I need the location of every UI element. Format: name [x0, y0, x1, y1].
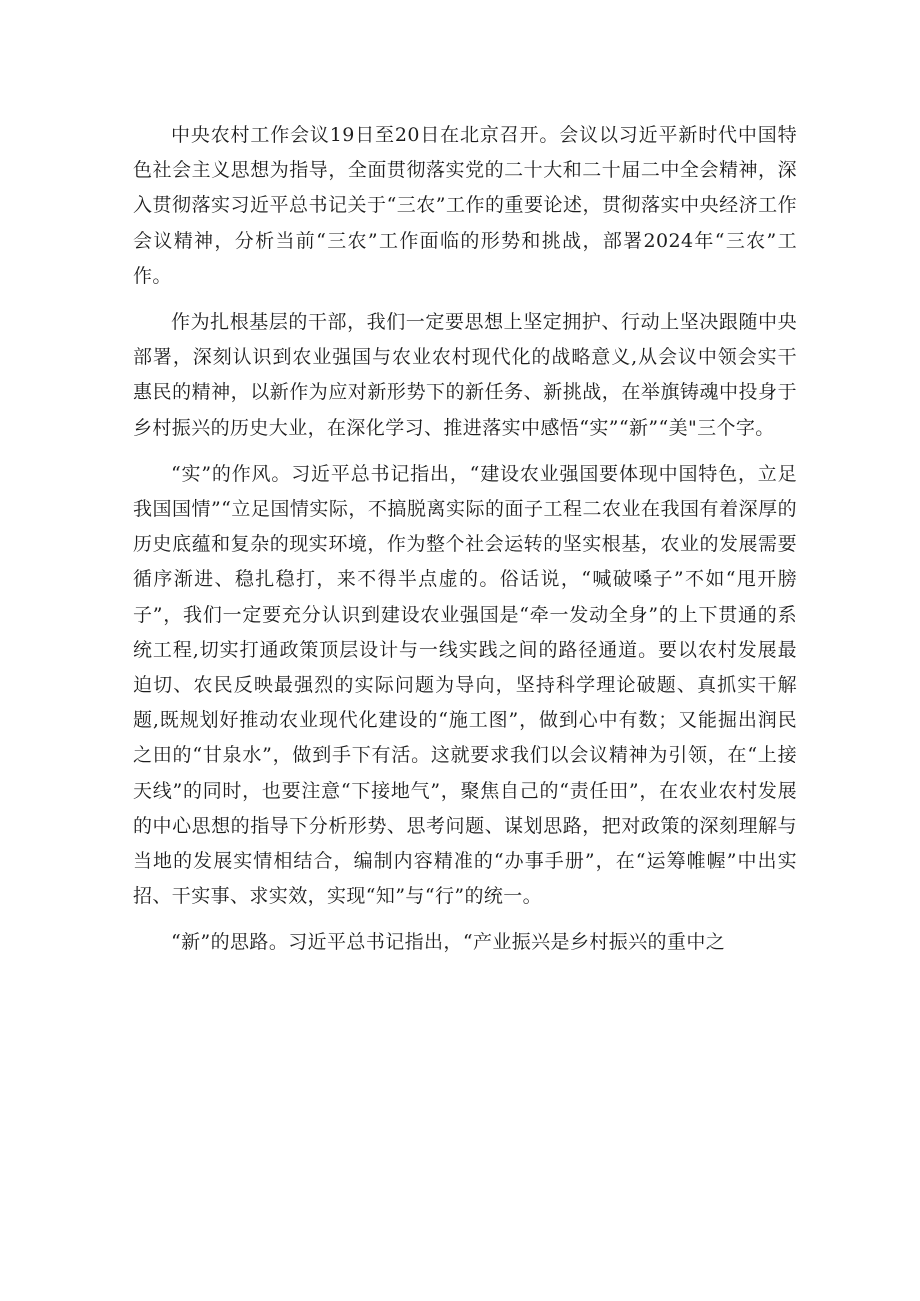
paragraph-shi-style: “实”的作风。习近平总书记指出，“建设农业强国要体现中国特色，立足我国国情”“立足国情实际，不搞脱离实际的面子工程二农业在我国有着深厚的历史底蕴和复杂的现实环境，作为整个社会运转的坚实根基，农业的发展需要循序渐进、稳扎稳打，来不得半点虚的。俗话说，“喊破嗓子”不如“甩开膀子”，我们一定要充分认识到建设农业强国是“牵一发动全身”的上下贯通的系统工程,切实打通政策顶层设计与一线实践之间的路径通道。要以农村发展最迫切、农民反映最强烈的实际问题为导向，坚持科学理论破题、真抓实干解题,既规划好推动农业现代化建设的“施工图”，做到心中有数；又能掘出润民之田的“甘泉水”，做到手下有活。这就要求我们以会议精神为引领，在“上接天线”的同时，也要注意“下接地气”，聚焦自己的“责任田”，在农业农村发展的中心思想的指导下分析形势、思考问题、谋划思路，把对政策的深刻理解与当地的发展实情相结合，编制内容精准的“办事手册”，在“运筹帷幄”中出实招、干实事、求实效，实现“知”与“行”的统一。: [133, 462, 797, 908]
paragraph-meeting-intro: 中央农村工作会议19日至20日在北京召开。会议以习近平新时代中国特色社会主义思想为指导，全面贯彻落实党的二十大和二十届二中全会精神，深入贯彻落实习近平总书记关于“三农”工作的重要论述，贯彻落实中央经济工作会议精神，分析当前“三农”工作面临的形势和挑战，部署2024年“三农”工作。: [133, 124, 797, 287]
document-body: [133, 118, 797, 972]
paragraph-grassroots-cadre: 作为扎根基层的干部，我们一定要思想上坚定拥护、行动上坚决跟随中央部署，深刻认识到农业强国与农业农村现代化的战略意义,从会议中领会实干惠民的精神，以新作为应对新形势下的新任务、新挑战，在举旗铸魂中投身于乡村振兴的历史大业，在深化学习、推进落实中感悟“实”“新”“美"三个字。: [133, 311, 797, 439]
paragraph-xin-thinking: “新”的思路。习近平总书记指出，“产业振兴是乡村振兴的重中之: [171, 931, 726, 954]
